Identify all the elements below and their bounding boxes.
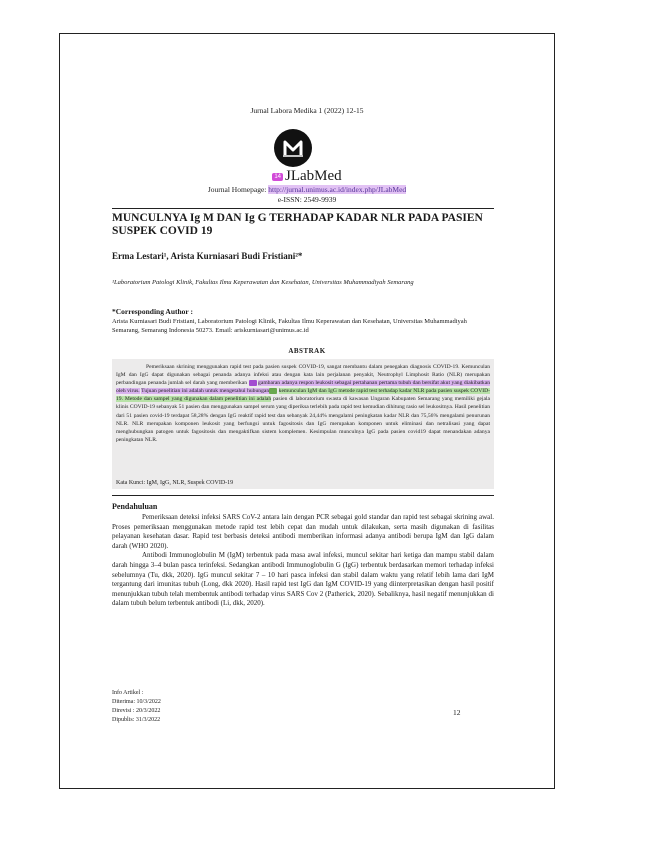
article-info [112, 689, 161, 725]
abstract-highlight-green[interactable]: kemunculan IgM dan IgG metode rapid test terhadap kadar NLR pada pasien suspek COVID-19. Metode dan sampel yang digunakan dalam penelitian ini adalah [116, 388, 490, 403]
article-info-revised: Direvisi : 20/3/2022 [112, 708, 161, 714]
journal-logo [274, 129, 312, 167]
article-info-received: Diterima: 10/3/2022 [112, 699, 161, 705]
journal-homepage [60, 185, 554, 194]
article-title: MUNCULNYA Ig M DAN Ig G TERHADAP KADAR NLR PADA PASIEN SUSPEK COVID 19 [112, 212, 483, 237]
journal-brand [60, 168, 554, 185]
journal-header: Jurnal Labora Medika 1 (2022) 12-15 [250, 106, 364, 115]
introduction-paragraph-2: Antibodi Immunoglobulin M (IgM) terbentuk pada masa awal infeksi, muncul sekitar hari ketiga dan mampu stabil dalam darah hingga 3–4 bulan pasca terinfeksi. Sedangkan antibodi Immunoglobulin G (IgG) terbentuk berdasarkan memori terhadap infeksi sebelumnya (Tu, dkk, 2020). IgG muncul sekitar 7 – 10 hari pasca infeksi dan stabil dalam waktu yang relatif lebih lama dari IgM tergantung dari imunitas tubuh (Long, dkk 2020). Hasil rapid test IgG dan IgM COVID-19 yang diinterpretasikan dengan hasil positif menunjukkan tubuh telah membentuk antibodi terhadap virus SARS Cov 2 (Patherick, 2020). Sebaliknya, hasil negatif menunjukkan di dalam tubuh belum terbentuk antibodi (Li, dkk, 2020). [112, 551, 494, 608]
abstract-part-1: Pemeriksaan skrining menggunakan rapid test pada pasien suspek COVID-19, sangat membantu dalam penegakan diagnosis COVID-19. Kemunculan IgM dan IgG dapat digunakan sebagai penanda adanya infeksi atau dengan kata lain perjalanan penyakit, Neutrophyl Limphosit Ratio (NLR) merupakan perbandingan penanda jumlah sel darah yang memberikan [116, 364, 490, 387]
abstract-heading: ABSTRAK [288, 347, 326, 355]
abstract-highlight-aim[interactable]: Tujuan penelitian ini adalah untuk mengetahui hubungan [141, 388, 270, 395]
homepage-link[interactable]: http://jurnal.unimus.ac.id/index.php/JLabMed [268, 185, 407, 194]
article-info-label: Info Artikel : [112, 690, 144, 696]
abstract-highlight-purple[interactable]: gambaran adanya respon leukosit sebagai pertahanan pertama tubuh dan bersifat akut yang diakibatkan oleh virus. [116, 380, 490, 395]
journal-name: JLabMed [285, 168, 342, 184]
page-number: 12 [453, 708, 461, 717]
article-authors: Erma Lestari¹, Arista Kurniasari Budi Fristiani²* [112, 251, 303, 261]
m-logo-icon [274, 129, 312, 167]
introduction-paragraph-1: Pemeriksaan deteksi infeksi SARS CoV-2 antara lain dengan PCR sebagai gold standar dan rapid test sebagai skrining awal. Proses pemeriksaan menggunakan metode rapid test lebih cepat dan mudah untuk dilakukan, serta masih digunakan di fasilitas pelayanan kesehatan dasar. Rapid test berbasis deteksi antibodi memberikan informasi adanya antibodi berupa IgM dan IgG dalam darah (WHO 2020). [112, 513, 494, 550]
document-page [59, 33, 555, 789]
section-heading-introduction: Pendahuluan [112, 502, 158, 511]
corresponding-heading: *Corresponding Author : [112, 307, 193, 316]
introduction-body [112, 513, 494, 609]
abstract-rule-bottom [112, 495, 494, 496]
abstract-part-5: pasien di laboratorium swasta di kawasan Ungaran Kabupaten Semarang yang memiliki gejala klinis COVID-19 sebanyak 51 pasien dan menggunakan sampel serum yang diperiksa terlebih pada rapid test kemudian dihitung rasio sel leukositnya. Hasil penelitian dari 51 pasien covid-19 terdapat 58,28% dengan IgG reaktif rapid test dan sebanyak 24,44% mengalami peningkatan kadar NLR dan 75,56% mengalami penurunan NLR. NLR merupakan komponen leukosit yang berfungsi untuk fagositosis dan IgG merupakan komponen untuk eliminasi dan netralisasi yang dapat menghubungkan patogen untuk fagositosis dan mengaktifkan sistem komplemen. Kesimpulan munculnya IgG pada pasien covid19 dapat menandakan adanya peningkatan NLR. [116, 396, 490, 443]
highlight-marker-green-icon [269, 388, 277, 394]
abstract-keywords: Kata Kunci: IgM, IgG, NLR, Suspek COVID-19 [116, 480, 234, 486]
journal-issn: e-ISSN: 2549-9939 [277, 195, 337, 204]
annotation-badge: 14 [274, 173, 282, 180]
abstract-text [116, 363, 490, 444]
article-affiliation: ¹Laboratorium Patologi Klinik, Fakultas Ilmu Keperawatan dan Kesehatan, Universitas Muhammadiyah Semarang [112, 279, 414, 286]
homepage-label: Journal Homepage: [207, 185, 269, 194]
highlight-marker-icon [249, 380, 257, 386]
article-info-published: Dipublis: 31/3/2022 [112, 717, 161, 723]
corresponding-details: Arista Kurniasari Budi Fristiani, Laboratorium Patologi Klinik, Fakultas Ilmu Keperawatan dan Kesehatan, Universitas Muhammadiyah Semarang, Semarang Indonesia 50273. Email: ariskurniasari@unimus.ac.id [112, 318, 467, 334]
title-rule-top [112, 208, 494, 209]
